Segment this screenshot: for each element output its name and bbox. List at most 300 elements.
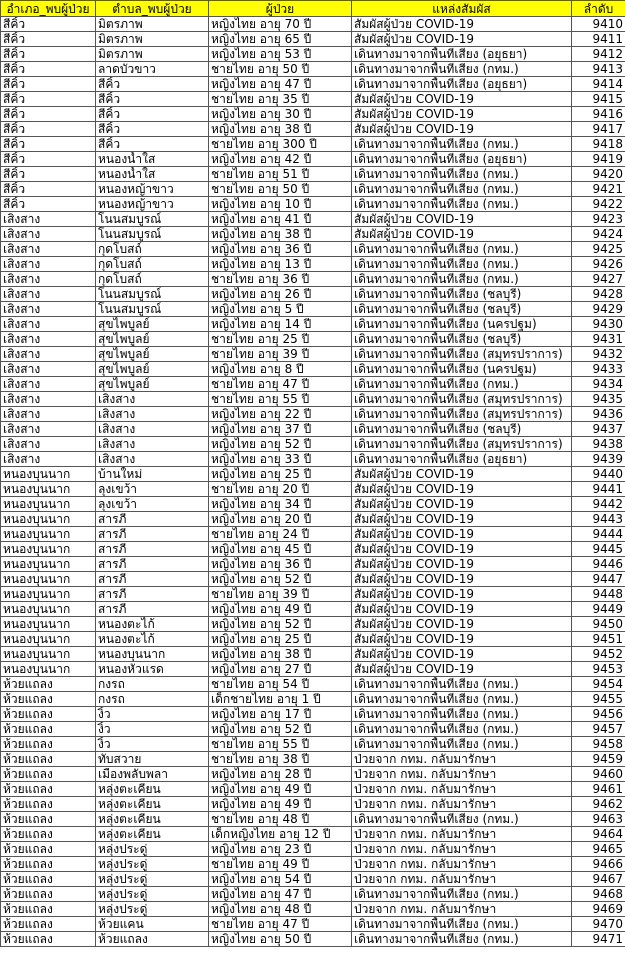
- sequence-cell: 9413: [572, 62, 625, 77]
- table-row: [1, 917, 625, 932]
- patient-cell: ชายไทย อายุ 48 ปี: [209, 812, 352, 827]
- district-cell: ห้วยแถลง: [1, 752, 96, 767]
- district-cell: เสิงสาง: [1, 272, 96, 287]
- sequence-cell: 9417: [572, 122, 625, 137]
- patient-cell: หญิงไทย อายุ 47 ปี: [209, 77, 352, 92]
- table-row: [1, 842, 625, 857]
- exposure-source-cell: เดินทางมาจากพื้นที่เสี่ยง (ชลบุรี): [352, 422, 572, 437]
- sequence-cell: 9463: [572, 812, 625, 827]
- subdistrict-cell: หลุ่งตะเคียน: [96, 797, 209, 812]
- subdistrict-cell: สีคิ้ว: [96, 137, 209, 152]
- patient-cell: หญิงไทย อายุ 23 ปี: [209, 842, 352, 857]
- patient-cell: หญิงไทย อายุ 5 ปี: [209, 302, 352, 317]
- district-cell: เสิงสาง: [1, 242, 96, 257]
- patient-cell: หญิงไทย อายุ 65 ปี: [209, 32, 352, 47]
- patient-cell: ชายไทย อายุ 47 ปี: [209, 917, 352, 932]
- exposure-source-cell: ป่วยจาก กทม. กลับมารักษา: [352, 827, 572, 842]
- patient-cell: ชายไทย อายุ 39 ปี: [209, 347, 352, 362]
- patient-cell: หญิงไทย อายุ 13 ปี: [209, 257, 352, 272]
- exposure-source-cell: ป่วยจาก กทม. กลับมารักษา: [352, 872, 572, 887]
- patient-cell: ชายไทย อายุ 39 ปี: [209, 587, 352, 602]
- subdistrict-cell: ทับสวาย: [96, 752, 209, 767]
- patient-cell: ชายไทย อายุ 300 ปี: [209, 137, 352, 152]
- sequence-cell: 9462: [572, 797, 625, 812]
- subdistrict-cell: หลุ่งตะเคียน: [96, 812, 209, 827]
- district-cell: ห้วยแถลง: [1, 692, 96, 707]
- patient-cell: หญิงไทย อายุ 38 ปี: [209, 122, 352, 137]
- sequence-cell: 9470: [572, 917, 625, 932]
- district-cell: สีคิ้ว: [1, 107, 96, 122]
- exposure-source-cell: เดินทางมาจากพื้นที่เสี่ยง (กทม.): [352, 242, 572, 257]
- district-cell: เสิงสาง: [1, 422, 96, 437]
- district-cell: ห้วยแถลง: [1, 887, 96, 902]
- patient-cell: หญิงไทย อายุ 52 ปี: [209, 722, 352, 737]
- table-row: [1, 752, 625, 767]
- subdistrict-cell: สารภี: [96, 542, 209, 557]
- patient-cell: หญิงไทย อายุ 49 ปี: [209, 797, 352, 812]
- table-row: [1, 242, 625, 257]
- table-row: [1, 482, 625, 497]
- table-row: [1, 167, 625, 182]
- exposure-source-cell: เดินทางมาจากพื้นที่เสี่ยง (ชลบุรี): [352, 302, 572, 317]
- sequence-cell: 9423: [572, 212, 625, 227]
- exposure-source-cell: เดินทางมาจากพื้นที่เสี่ยง (กทม.): [352, 812, 572, 827]
- exposure-source-cell: สัมผัสผู้ป่วย COVID-19: [352, 92, 572, 107]
- district-cell: ห้วยแถลง: [1, 677, 96, 692]
- district-cell: หนองบุนนาก: [1, 647, 96, 662]
- exposure-source-cell: เดินทางมาจากพื้นที่เสี่ยง (กทม.): [352, 62, 572, 77]
- district-cell: ห้วยแถลง: [1, 812, 96, 827]
- sequence-cell: 9449: [572, 602, 625, 617]
- subdistrict-cell: หนองตะไก้: [96, 617, 209, 632]
- table-row: [1, 362, 625, 377]
- district-cell: ห้วยแถลง: [1, 782, 96, 797]
- column-header-subdistrict: ตำบล_พบผู้ป่วย: [96, 1, 209, 17]
- table-row: [1, 677, 625, 692]
- exposure-source-cell: สัมผัสผู้ป่วย COVID-19: [352, 467, 572, 482]
- exposure-source-cell: สัมผัสผู้ป่วย COVID-19: [352, 107, 572, 122]
- subdistrict-cell: หลุ่งประดู่: [96, 857, 209, 872]
- patient-cell: ชายไทย อายุ 55 ปี: [209, 737, 352, 752]
- patient-cell: หญิงไทย อายุ 10 ปี: [209, 197, 352, 212]
- subdistrict-cell: ลาดบัวขาว: [96, 62, 209, 77]
- table-row: [1, 152, 625, 167]
- exposure-source-cell: สัมผัสผู้ป่วย COVID-19: [352, 122, 572, 137]
- exposure-source-cell: ป่วยจาก กทม. กลับมารักษา: [352, 902, 572, 917]
- exposure-source-cell: เดินทางมาจากพื้นที่เสี่ยง (สมุทรปราการ): [352, 347, 572, 362]
- patient-cell: ชายไทย อายุ 54 ปี: [209, 677, 352, 692]
- subdistrict-cell: งิ้ว: [96, 737, 209, 752]
- exposure-source-cell: เดินทางมาจากพื้นที่เสี่ยง (กทม.): [352, 167, 572, 182]
- sequence-cell: 9444: [572, 527, 625, 542]
- sequence-cell: 9430: [572, 317, 625, 332]
- patient-cell: ชายไทย อายุ 50 ปี: [209, 182, 352, 197]
- sequence-cell: 9457: [572, 722, 625, 737]
- patient-cell: หญิงไทย อายุ 14 ปี: [209, 317, 352, 332]
- sequence-cell: 9445: [572, 542, 625, 557]
- exposure-source-cell: สัมผัสผู้ป่วย COVID-19: [352, 632, 572, 647]
- subdistrict-cell: สารภี: [96, 587, 209, 602]
- subdistrict-cell: โนนสมบูรณ์: [96, 212, 209, 227]
- exposure-source-cell: สัมผัสผู้ป่วย COVID-19: [352, 557, 572, 572]
- subdistrict-cell: เสิงสาง: [96, 452, 209, 467]
- subdistrict-cell: สุขไพบูลย์: [96, 362, 209, 377]
- sequence-cell: 9421: [572, 182, 625, 197]
- district-cell: สีคิ้ว: [1, 62, 96, 77]
- subdistrict-cell: มิตรภาพ: [96, 32, 209, 47]
- sequence-cell: 9425: [572, 242, 625, 257]
- patient-cell: ชายไทย อายุ 25 ปี: [209, 332, 352, 347]
- exposure-source-cell: สัมผัสผู้ป่วย COVID-19: [352, 572, 572, 587]
- sequence-cell: 9454: [572, 677, 625, 692]
- sequence-cell: 9412: [572, 47, 625, 62]
- table-row: [1, 257, 625, 272]
- sequence-cell: 9435: [572, 392, 625, 407]
- patient-cell: เด็กชายไทย อายุ 1 ปี: [209, 692, 352, 707]
- district-cell: สีคิ้ว: [1, 17, 96, 32]
- district-cell: ห้วยแถลง: [1, 722, 96, 737]
- district-cell: ห้วยแถลง: [1, 737, 96, 752]
- district-cell: หนองบุนนาก: [1, 482, 96, 497]
- subdistrict-cell: ลุงเขว้า: [96, 497, 209, 512]
- table-row: [1, 17, 625, 32]
- subdistrict-cell: สีคิ้ว: [96, 77, 209, 92]
- subdistrict-cell: เสิงสาง: [96, 392, 209, 407]
- table-row: [1, 707, 625, 722]
- sequence-cell: 9419: [572, 152, 625, 167]
- district-cell: หนองบุนนาก: [1, 527, 96, 542]
- sequence-cell: 9411: [572, 32, 625, 47]
- table-row: [1, 857, 625, 872]
- exposure-source-cell: สัมผัสผู้ป่วย COVID-19: [352, 587, 572, 602]
- table-row: [1, 932, 625, 947]
- subdistrict-cell: หนองน้ำใส: [96, 152, 209, 167]
- district-cell: เสิงสาง: [1, 377, 96, 392]
- table-row: [1, 272, 625, 287]
- subdistrict-cell: หลุ่งประดู่: [96, 902, 209, 917]
- subdistrict-cell: บ้านใหม่: [96, 467, 209, 482]
- district-cell: เสิงสาง: [1, 317, 96, 332]
- sequence-cell: 9456: [572, 707, 625, 722]
- sequence-cell: 9432: [572, 347, 625, 362]
- district-cell: เสิงสาง: [1, 227, 96, 242]
- exposure-source-cell: เดินทางมาจากพื้นที่เสี่ยง (สมุทรปราการ): [352, 407, 572, 422]
- sequence-cell: 9433: [572, 362, 625, 377]
- district-cell: หนองบุนนาก: [1, 617, 96, 632]
- district-cell: สีคิ้ว: [1, 152, 96, 167]
- patient-cell: ชายไทย อายุ 47 ปี: [209, 377, 352, 392]
- patient-cell: หญิงไทย อายุ 25 ปี: [209, 632, 352, 647]
- district-cell: ห้วยแถลง: [1, 797, 96, 812]
- column-header-district: อำเภอ_พบผู้ป่วย: [1, 1, 96, 17]
- exposure-source-cell: สัมผัสผู้ป่วย COVID-19: [352, 602, 572, 617]
- table-row: [1, 392, 625, 407]
- district-cell: เสิงสาง: [1, 302, 96, 317]
- exposure-source-cell: ป่วยจาก กทม. กลับมารักษา: [352, 752, 572, 767]
- patient-cell: หญิงไทย อายุ 52 ปี: [209, 437, 352, 452]
- district-cell: หนองบุนนาก: [1, 542, 96, 557]
- exposure-source-cell: เดินทางมาจากพื้นที่เสี่ยง (กทม.): [352, 722, 572, 737]
- table-row: [1, 767, 625, 782]
- table-row: [1, 587, 625, 602]
- table-row: [1, 572, 625, 587]
- subdistrict-cell: เสิงสาง: [96, 407, 209, 422]
- subdistrict-cell: หลุ่งประดู่: [96, 887, 209, 902]
- patient-cell: หญิงไทย อายุ 30 ปี: [209, 107, 352, 122]
- subdistrict-cell: หนองบุนนาก: [96, 647, 209, 662]
- patient-cell: ชายไทย อายุ 24 ปี: [209, 527, 352, 542]
- table-row: [1, 662, 625, 677]
- sequence-cell: 9437: [572, 422, 625, 437]
- subdistrict-cell: ลุงเขว้า: [96, 482, 209, 497]
- district-cell: ห้วยแถลง: [1, 932, 96, 947]
- district-cell: สีคิ้ว: [1, 167, 96, 182]
- table-row: [1, 497, 625, 512]
- subdistrict-cell: สีคิ้ว: [96, 107, 209, 122]
- subdistrict-cell: สุขไพบูลย์: [96, 332, 209, 347]
- exposure-source-cell: สัมผัสผู้ป่วย COVID-19: [352, 482, 572, 497]
- sequence-cell: 9466: [572, 857, 625, 872]
- sequence-cell: 9450: [572, 617, 625, 632]
- sequence-cell: 9453: [572, 662, 625, 677]
- subdistrict-cell: โนนสมบูรณ์: [96, 287, 209, 302]
- exposure-source-cell: เดินทางมาจากพื้นที่เสี่ยง (ชลบุรี): [352, 287, 572, 302]
- table-row: [1, 452, 625, 467]
- sequence-cell: 9415: [572, 92, 625, 107]
- exposure-source-cell: เดินทางมาจากพื้นที่เสี่ยง (กทม.): [352, 917, 572, 932]
- patient-cell: หญิงไทย อายุ 38 ปี: [209, 647, 352, 662]
- district-cell: ห้วยแถลง: [1, 917, 96, 932]
- subdistrict-cell: หนองหญ้าขาว: [96, 197, 209, 212]
- exposure-source-cell: สัมผัสผู้ป่วย COVID-19: [352, 32, 572, 47]
- patient-cell: หญิงไทย อายุ 22 ปี: [209, 407, 352, 422]
- header-row: [1, 1, 625, 17]
- district-cell: หนองบุนนาก: [1, 512, 96, 527]
- subdistrict-cell: งิ้ว: [96, 707, 209, 722]
- table-row: [1, 77, 625, 92]
- district-cell: เสิงสาง: [1, 362, 96, 377]
- table-row: [1, 632, 625, 647]
- patient-cell: หญิงไทย อายุ 27 ปี: [209, 662, 352, 677]
- exposure-source-cell: สัมผัสผู้ป่วย COVID-19: [352, 212, 572, 227]
- exposure-source-cell: สัมผัสผู้ป่วย COVID-19: [352, 527, 572, 542]
- table-row: [1, 47, 625, 62]
- sequence-cell: 9410: [572, 17, 625, 32]
- patient-cell: หญิงไทย อายุ 48 ปี: [209, 902, 352, 917]
- district-cell: เสิงสาง: [1, 332, 96, 347]
- subdistrict-cell: สุขไพบูลย์: [96, 317, 209, 332]
- patient-cell: หญิงไทย อายุ 70 ปี: [209, 17, 352, 32]
- column-header-exposure-source: แหล่งสัมผัส: [352, 1, 572, 17]
- subdistrict-cell: มิตรภาพ: [96, 17, 209, 32]
- sequence-cell: 9414: [572, 77, 625, 92]
- district-cell: สีคิ้ว: [1, 182, 96, 197]
- subdistrict-cell: หนองหญ้าขาว: [96, 182, 209, 197]
- patient-cell: หญิงไทย อายุ 33 ปี: [209, 452, 352, 467]
- patient-cell: ชายไทย อายุ 55 ปี: [209, 392, 352, 407]
- table-row: [1, 887, 625, 902]
- sequence-cell: 9452: [572, 647, 625, 662]
- subdistrict-cell: งิ้ว: [96, 722, 209, 737]
- sequence-cell: 9428: [572, 287, 625, 302]
- table-row: [1, 107, 625, 122]
- sequence-cell: 9468: [572, 887, 625, 902]
- patient-cell: หญิงไทย อายุ 47 ปี: [209, 887, 352, 902]
- district-cell: หนองบุนนาก: [1, 602, 96, 617]
- patient-cell: หญิงไทย อายุ 49 ปี: [209, 782, 352, 797]
- patient-cell: หญิงไทย อายุ 41 ปี: [209, 212, 352, 227]
- table-row: [1, 602, 625, 617]
- table-row: [1, 647, 625, 662]
- district-cell: เสิงสาง: [1, 392, 96, 407]
- sequence-cell: 9429: [572, 302, 625, 317]
- table-row: [1, 197, 625, 212]
- exposure-source-cell: เดินทางมาจากพื้นที่เสี่ยง (กทม.): [352, 182, 572, 197]
- patient-cell: ชายไทย อายุ 35 ปี: [209, 92, 352, 107]
- sequence-cell: 9441: [572, 482, 625, 497]
- patient-cell: หญิงไทย อายุ 50 ปี: [209, 932, 352, 947]
- sequence-cell: 9440: [572, 467, 625, 482]
- table-row: [1, 812, 625, 827]
- exposure-source-cell: เดินทางมาจากพื้นที่เสี่ยง (นครปฐม): [352, 317, 572, 332]
- district-cell: สีคิ้ว: [1, 77, 96, 92]
- exposure-source-cell: สัมผัสผู้ป่วย COVID-19: [352, 542, 572, 557]
- district-cell: ห้วยแถลง: [1, 872, 96, 887]
- district-cell: หนองบุนนาก: [1, 572, 96, 587]
- subdistrict-cell: สารภี: [96, 602, 209, 617]
- district-cell: ห้วยแถลง: [1, 857, 96, 872]
- patient-cell: หญิงไทย อายุ 49 ปี: [209, 602, 352, 617]
- exposure-source-cell: เดินทางมาจากพื้นที่เสี่ยง (อยุธยา): [352, 452, 572, 467]
- district-cell: หนองบุนนาก: [1, 497, 96, 512]
- subdistrict-cell: หลุ่งตะเคียน: [96, 782, 209, 797]
- subdistrict-cell: หนองตะไก้: [96, 632, 209, 647]
- sequence-cell: 9438: [572, 437, 625, 452]
- district-cell: ห้วยแถลง: [1, 767, 96, 782]
- table-row: [1, 32, 625, 47]
- exposure-source-cell: สัมผัสผู้ป่วย COVID-19: [352, 647, 572, 662]
- patient-cell: หญิงไทย อายุ 28 ปี: [209, 767, 352, 782]
- table-row: [1, 542, 625, 557]
- exposure-source-cell: สัมผัสผู้ป่วย COVID-19: [352, 227, 572, 242]
- district-cell: ห้วยแถลง: [1, 827, 96, 842]
- table-row: [1, 122, 625, 137]
- table-row: [1, 422, 625, 437]
- subdistrict-cell: มิตรภาพ: [96, 47, 209, 62]
- district-cell: เสิงสาง: [1, 407, 96, 422]
- exposure-source-cell: ป่วยจาก กทม. กลับมารักษา: [352, 797, 572, 812]
- table-row: [1, 737, 625, 752]
- table-row: [1, 407, 625, 422]
- exposure-source-cell: เดินทางมาจากพื้นที่เสี่ยง (กทม.): [352, 137, 572, 152]
- table-row: [1, 302, 625, 317]
- sequence-cell: 9461: [572, 782, 625, 797]
- subdistrict-cell: สุขไพบูลย์: [96, 377, 209, 392]
- sequence-cell: 9427: [572, 272, 625, 287]
- patient-cell: ชายไทย อายุ 49 ปี: [209, 857, 352, 872]
- patient-cell: ชายไทย อายุ 38 ปี: [209, 752, 352, 767]
- subdistrict-cell: สารภี: [96, 512, 209, 527]
- exposure-source-cell: สัมผัสผู้ป่วย COVID-19: [352, 617, 572, 632]
- patient-cell: หญิงไทย อายุ 45 ปี: [209, 542, 352, 557]
- patient-cell: หญิงไทย อายุ 17 ปี: [209, 707, 352, 722]
- table-row: [1, 317, 625, 332]
- subdistrict-cell: หนองหัวแรด: [96, 662, 209, 677]
- subdistrict-cell: กุดโบสถ์: [96, 257, 209, 272]
- table-row: [1, 62, 625, 77]
- patient-cell: หญิงไทย อายุ 25 ปี: [209, 467, 352, 482]
- table-row: [1, 527, 625, 542]
- district-cell: ห้วยแถลง: [1, 902, 96, 917]
- subdistrict-cell: ห้วยแคน: [96, 917, 209, 932]
- patient-cell: ชายไทย อายุ 50 ปี: [209, 62, 352, 77]
- sequence-cell: 9439: [572, 452, 625, 467]
- district-cell: เสิงสาง: [1, 257, 96, 272]
- sequence-cell: 9451: [572, 632, 625, 647]
- exposure-source-cell: ป่วยจาก กทม. กลับมารักษา: [352, 842, 572, 857]
- subdistrict-cell: โนนสมบูรณ์: [96, 227, 209, 242]
- exposure-source-cell: เดินทางมาจากพื้นที่เสี่ยง (กทม.): [352, 197, 572, 212]
- sequence-cell: 9459: [572, 752, 625, 767]
- district-cell: สีคิ้ว: [1, 32, 96, 47]
- sequence-cell: 9448: [572, 587, 625, 602]
- sequence-cell: 9458: [572, 737, 625, 752]
- district-cell: เสิงสาง: [1, 347, 96, 362]
- sequence-cell: 9460: [572, 767, 625, 782]
- district-cell: สีคิ้ว: [1, 137, 96, 152]
- table-row: [1, 722, 625, 737]
- table-row: [1, 872, 625, 887]
- subdistrict-cell: ห้วยแถลง: [96, 932, 209, 947]
- sequence-cell: 9442: [572, 497, 625, 512]
- sequence-cell: 9465: [572, 842, 625, 857]
- table-row: [1, 287, 625, 302]
- subdistrict-cell: สารภี: [96, 527, 209, 542]
- subdistrict-cell: หลุ่งประดู่: [96, 842, 209, 857]
- sequence-cell: 9446: [572, 557, 625, 572]
- exposure-source-cell: เดินทางมาจากพื้นที่เสี่ยง (สมุทรปราการ): [352, 437, 572, 452]
- table-row: [1, 377, 625, 392]
- patient-cell: หญิงไทย อายุ 54 ปี: [209, 872, 352, 887]
- sequence-cell: 9416: [572, 107, 625, 122]
- subdistrict-cell: กงรถ: [96, 692, 209, 707]
- table-row: [1, 827, 625, 842]
- patient-cell: หญิงไทย อายุ 20 ปี: [209, 512, 352, 527]
- subdistrict-cell: กุดโบสถ์: [96, 242, 209, 257]
- table-row: [1, 692, 625, 707]
- exposure-source-cell: เดินทางมาจากพื้นที่เสี่ยง (กทม.): [352, 887, 572, 902]
- patient-cell: หญิงไทย อายุ 36 ปี: [209, 242, 352, 257]
- exposure-source-cell: สัมผัสผู้ป่วย COVID-19: [352, 17, 572, 32]
- district-cell: สีคิ้ว: [1, 47, 96, 62]
- exposure-source-cell: เดินทางมาจากพื้นที่เสี่ยง (นครปฐม): [352, 362, 572, 377]
- district-cell: หนองบุนนาก: [1, 662, 96, 677]
- table-row: [1, 437, 625, 452]
- sequence-cell: 9467: [572, 872, 625, 887]
- subdistrict-cell: สีคิ้ว: [96, 122, 209, 137]
- sequence-cell: 9434: [572, 377, 625, 392]
- sequence-cell: 9447: [572, 572, 625, 587]
- patient-cell: หญิงไทย อายุ 8 ปี: [209, 362, 352, 377]
- table-row: [1, 227, 625, 242]
- table-row: [1, 512, 625, 527]
- exposure-source-cell: เดินทางมาจากพื้นที่เสี่ยง (อยุธยา): [352, 77, 572, 92]
- subdistrict-cell: โนนสมบูรณ์: [96, 302, 209, 317]
- sequence-cell: 9424: [572, 227, 625, 242]
- sequence-cell: 9469: [572, 902, 625, 917]
- table-row: [1, 137, 625, 152]
- exposure-source-cell: เดินทางมาจากพื้นที่เสี่ยง (กทม.): [352, 932, 572, 947]
